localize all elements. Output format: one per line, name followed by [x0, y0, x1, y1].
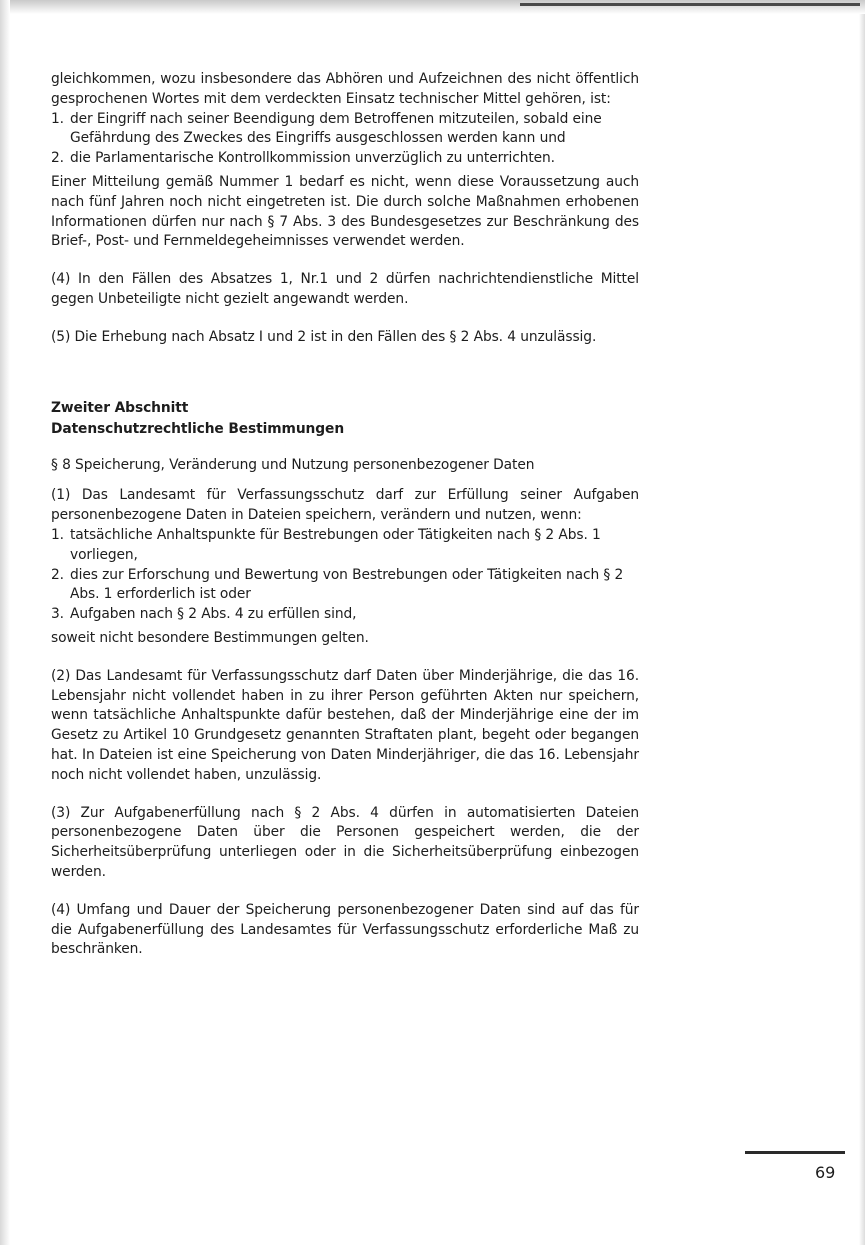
list-text: der Eingriff nach seiner Beendigung dem Betroffenen mitzuteilen, sobald eine Gefährdung des Zweckes des Eingriffs ausgeschlossen werden kann und	[70, 110, 602, 147]
paragraph-abs3: (3) Zur Aufgabenerfüllung nach § 2 Abs. 4 dürfen in automatisierten Dateien personenbezogene Daten über die Personen gespeichert werden, die der Sicherheitsüberprüfung unterliegen oder in die Sicherheitsüberprüfung einbezogen werden.	[51, 804, 639, 880]
list-item	[51, 149, 639, 169]
paragraph-abs1-intro: (1) Das Landesamt für Verfassungsschutz darf zur Erfüllung seiner Aufgaben personenbezogene Daten in Dateien speichern, verändern und nutzen, wenn:	[51, 487, 639, 524]
list-text: dies zur Erforschung und Bewertung von Bestrebungen oder Tätigkeiten nach § 2 Abs. 1 erforderlich ist oder	[70, 566, 624, 603]
page-right-edge	[859, 14, 865, 1245]
paragraph-abs4: (4) In den Fällen des Absatzes 1, Nr.1 und 2 dürfen nachrichtendienstliche Mittel gegen Unbeteiligte nicht gezielt angewandt werden.	[51, 271, 639, 307]
page-top-shadow	[520, 3, 860, 6]
document-body	[51, 70, 639, 960]
paragraph-abs5: (5) Die Erhebung nach Absatz I und 2 ist in den Fällen des § 2 Abs. 4 unzulässig.	[51, 328, 597, 345]
list-text: die Parlamentarische Kontrollkommission unverzüglich zu unterrichten.	[70, 150, 555, 167]
paragraph-intro: gleichkommen, wozu insbesondere das Abhören und Aufzeichnen des nicht öffentlich gesprochenen Wortes mit dem verdeckten Einsatz technischer Mittel gehören, ist:	[51, 71, 639, 107]
list-text: tatsächliche Anhaltspunkte für Bestrebungen oder Tätigkeiten nach § 2 Abs. 1 vorliegen,	[70, 526, 601, 563]
list-number: 1.	[51, 110, 64, 127]
page-left-edge	[0, 0, 10, 1245]
paragraph-mitteilung: Einer Mitteilung gemäß Nummer 1 bedarf es nicht, wenn diese Voraussetzung auch nach fünf Jahren noch nicht eingetreten ist. Die durch solche Maßnahmen erhobenen Informationen dürfen nur nach § 7 Abs. 3 des Bundesgesetzes zur Beschränkung des Brief-, Post- und Fernmeldegeheimnisses verwendet werden.	[51, 173, 639, 250]
footer-rule	[745, 1151, 845, 1154]
section-title-line2: Datenschutzrechtliche Bestimmungen	[51, 420, 345, 437]
list-number: 2.	[51, 150, 64, 167]
page-number: 69	[815, 1163, 836, 1182]
list-text: Aufgaben nach § 2 Abs. 4 zu erfüllen sind,	[70, 606, 357, 623]
list-item	[51, 110, 639, 150]
paragraph-heading: § 8 Speicherung, Veränderung und Nutzung personenbezogener Daten	[51, 456, 535, 473]
paragraph-abs4-section: (4) Umfang und Dauer der Speicherung personenbezogener Daten sind auf das für die Aufgabenerfüllung des Landesamtes für Verfassungsschutz erforderliche Maß zu beschränken.	[51, 901, 639, 958]
list-item	[51, 605, 639, 625]
list-item	[51, 526, 639, 566]
list-number: 3.	[51, 606, 64, 623]
list-number: 2.	[51, 566, 64, 583]
section-title-line1: Zweiter Abschnitt	[51, 399, 189, 416]
list-number: 1.	[51, 526, 64, 543]
section-heading	[51, 398, 639, 440]
paragraph-abs2: (2) Das Landesamt für Verfassungsschutz darf Daten über Minderjährige, die das 16. Lebensjahr nicht vollendet haben in zu ihrer Person geführten Akten nur speichern, wenn tatsächliche Anhaltspunkte dafür bestehen, daß der Minderjährige eine der im Gesetz zu Artikel 10 Grundgesetz genannten Straftaten plant, begeht oder begangen hat. In Dateien ist eine Speicherung von Daten Minderjähriger, die das 16. Lebensjahr noch nicht vollendet haben, unzulässig.	[51, 667, 639, 783]
paragraph-abs1-close: soweit nicht besondere Bestimmungen gelten.	[51, 629, 369, 646]
list-item	[51, 566, 639, 606]
